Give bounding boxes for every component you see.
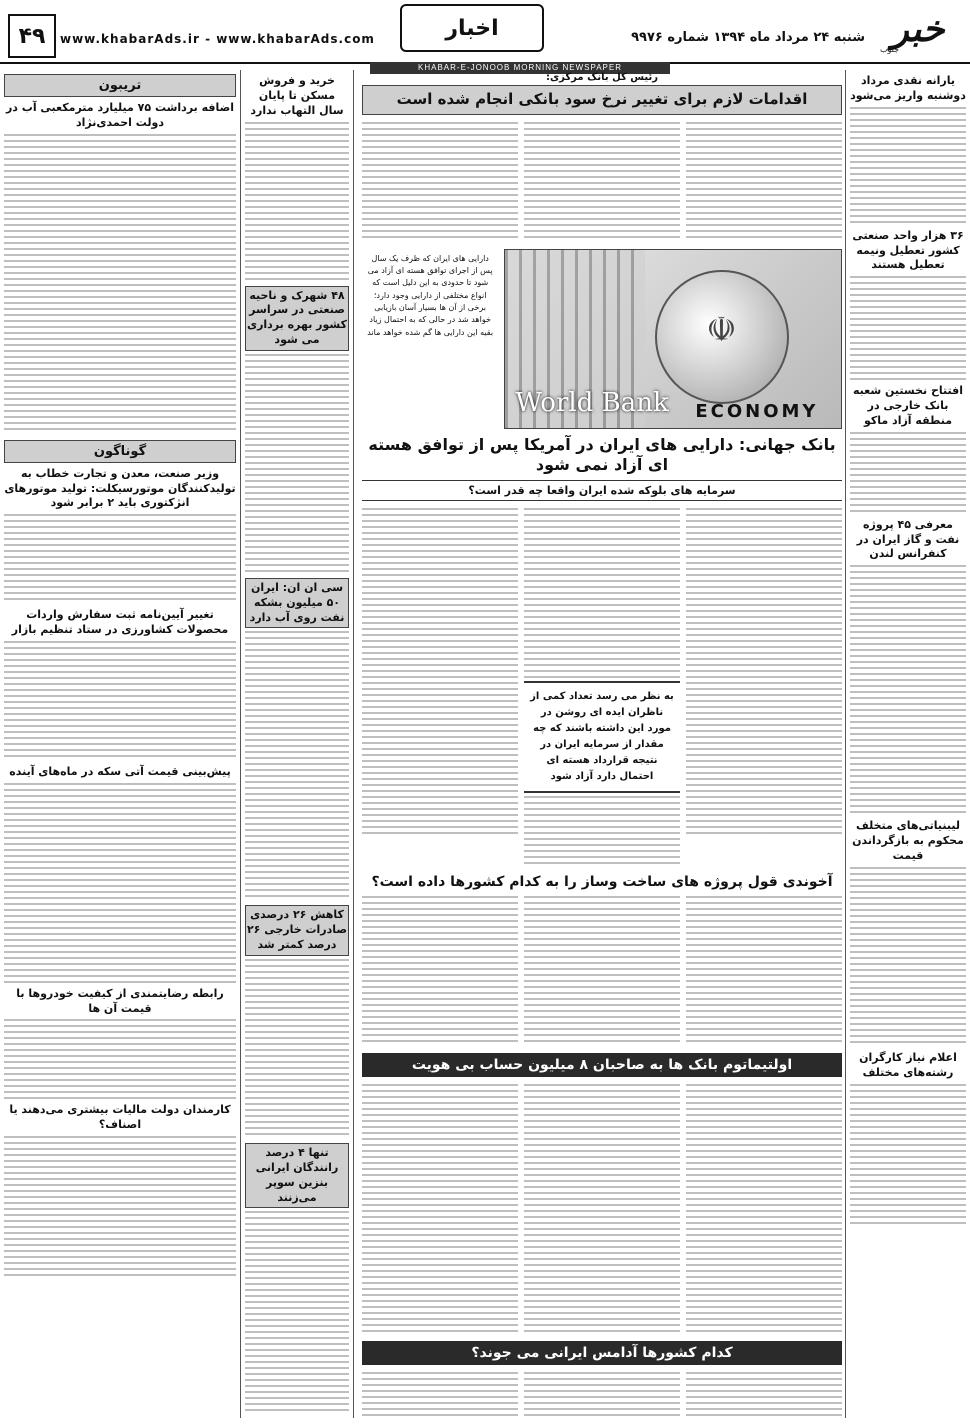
article-text xyxy=(850,276,966,380)
top-headline: اقدامات لازم برای تغییر نرخ سود بانکی انجام شده است xyxy=(362,85,842,115)
page-number: ۴۹ xyxy=(8,14,56,58)
article-text xyxy=(686,1084,842,1334)
article-text xyxy=(524,1084,680,1334)
narrow-item-title: خرید و فروش مسکن تا پایان سال التهاب ندارد xyxy=(250,74,344,117)
left-item-title: وزیر صنعت، معدن و تجارت خطاب به تولیدکنندگان موتورسیکلت: تولید موتورهای انژکتوری باید ۲ برابر شود xyxy=(4,466,236,510)
narrow-item-title: کاهش ۲۶ درصدی صادرات خارجی ۲۶ درصد کمتر شد xyxy=(245,905,349,956)
pull-quote: به نظر می رسد تعداد کمی از ناظران ایده ای روشن در مورد این داشته باشند که چه مقدار از سرمایه ایران در نتیجه قرارداد هسته ای احتمال دارد آزاد شود xyxy=(524,681,680,793)
emblem-icon: ☫ xyxy=(706,309,737,350)
article-text xyxy=(362,896,518,1046)
narrow-item-title: ۴۸ شهرک و ناحیه صنعتی در سراسر کشور بهره برداری می شود xyxy=(245,286,349,351)
right-item-title: ۳۶ هزار واحد صنعتی کشور تعطیل ونیمه تعطیل هستند xyxy=(852,228,964,272)
article-text xyxy=(362,1372,518,1418)
article-text xyxy=(362,1084,518,1334)
article-text xyxy=(686,1372,842,1418)
article-text xyxy=(4,1019,236,1099)
article-text xyxy=(524,508,680,678)
main-column xyxy=(362,70,842,1418)
site-url[interactable]: www.khabarAds.ir - www.khabarAds.com xyxy=(60,32,375,46)
left-item-title: اضافه برداشت ۷۵ میلیارد مترمکعبی آب در دولت احمدی‌نژاد xyxy=(5,101,235,129)
article-text xyxy=(686,122,842,242)
narrow-column xyxy=(240,70,354,1418)
article-text xyxy=(245,354,349,574)
world-bank-label: World Bank xyxy=(515,387,669,418)
akhondi-headline: آخوندی قول پروژه های ساخت وساز را به کدام کشورها داده است؟ xyxy=(371,874,833,891)
logo-text: خبر xyxy=(891,8,945,50)
wb-headline: بانک جهانی: دارایی های ایران در آمریکا پس از توافق هسته ای آزاد نمی شود xyxy=(368,434,836,475)
almond-headline: کدام کشورها آدامس ایرانی می جوند؟ xyxy=(362,1341,842,1365)
article-text xyxy=(850,1084,966,1224)
article-text xyxy=(245,631,349,901)
right-item-title: یارانه نقدی مرداد دوشنبه واریز می‌شود xyxy=(850,74,966,102)
article-text xyxy=(524,796,680,866)
narrow-item-title: تنها ۴ درصد رانندگان ایرانی بنزین سوپر می‌زنند xyxy=(245,1143,349,1208)
article-text xyxy=(524,896,680,1046)
article-text xyxy=(245,959,349,1139)
economy-label: ECONOMY xyxy=(695,400,819,422)
article-text xyxy=(4,1136,236,1276)
article-text xyxy=(362,508,518,838)
left-item-title: پیش‌بینی قیمت آتی سکه در ماه‌های آینده xyxy=(9,764,231,778)
article-text xyxy=(4,514,236,604)
tribune-banner: تریبون xyxy=(4,74,236,97)
tagline: KHABAR-E-JONOOB MORNING NEWSPAPER xyxy=(370,62,670,74)
right-column xyxy=(845,70,966,1418)
right-item-title: اعلام نیاز کارگران رشته‌های مختلف xyxy=(859,1050,957,1079)
left-item-title: کارمندان دولت مالیات بیشتری می‌دهند یا اصناف؟ xyxy=(9,1103,231,1132)
article-text xyxy=(524,1372,680,1418)
top-kicker: رئیس کل بانک مرکزی: xyxy=(545,72,659,83)
world-bank-photo xyxy=(504,249,842,429)
logo-sub: جنوب xyxy=(880,45,900,54)
left-column xyxy=(4,70,236,1418)
article-text xyxy=(4,134,236,434)
article-text xyxy=(686,896,842,1046)
right-item-title: افتتاح نخستین شعبه بانک خارجی در منطقه آزاد ماکو xyxy=(853,384,963,427)
article-text xyxy=(245,1211,349,1411)
right-item-title: لیبنیاتی‌های متخلف محکوم به بازگرداندن قیمت xyxy=(852,819,964,862)
misc-banner: گوناگون xyxy=(4,440,236,463)
article-text xyxy=(4,641,236,761)
article-text xyxy=(245,122,349,282)
article-text xyxy=(524,122,680,242)
date-line: شنبه ۲۴ مرداد ماه ۱۳۹۴ شماره ۹۹۷۶ xyxy=(631,30,865,45)
masthead xyxy=(0,0,970,64)
logo xyxy=(872,4,964,54)
article-text xyxy=(362,122,518,242)
side-quote: دارایی های ایران که ظرف یک سال پس از اجرای توافق هسته ای آزاد می شود تا حدودی به این دلیل است که انواع مختلفی از دارایی وجود دارد؛ برخی از آن ها بسیار آسان بازیابی خواهد شد در حالی که به احتمال زیاد بقیه این دارایی ها گم شده خواهد ماند xyxy=(367,253,494,337)
narrow-item-title: سی ان ان: ایران ۵۰ میلیون بشکه نفت روی آب دارد xyxy=(245,578,349,629)
article-text xyxy=(4,783,236,983)
section-title: اخبار xyxy=(400,4,544,52)
article-text xyxy=(850,107,966,225)
article-text xyxy=(850,432,966,514)
left-item-title: تغییر آیین‌نامه ثبت سفارش واردات محصولات کشاورزی در ستاد تنظیم بازار xyxy=(11,608,229,637)
article-text xyxy=(850,565,966,815)
wb-subhead: سرمایه های بلوکه شده ایران واقعا چه قدر است؟ xyxy=(362,480,842,501)
ultimatum-headline: اولتیماتوم بانک ها به صاحبان ۸ میلیون حساب بی هویت xyxy=(362,1053,842,1077)
left-item-title: رابطه رضایتمندی از کیفیت خودروها با قیمت آن ها xyxy=(16,986,224,1015)
article-text xyxy=(850,867,966,1047)
right-item-title: معرفی ۴۵ پروژه نفت و گاز ایران در کنفرانس لندن xyxy=(856,517,960,561)
article-text xyxy=(686,508,842,838)
